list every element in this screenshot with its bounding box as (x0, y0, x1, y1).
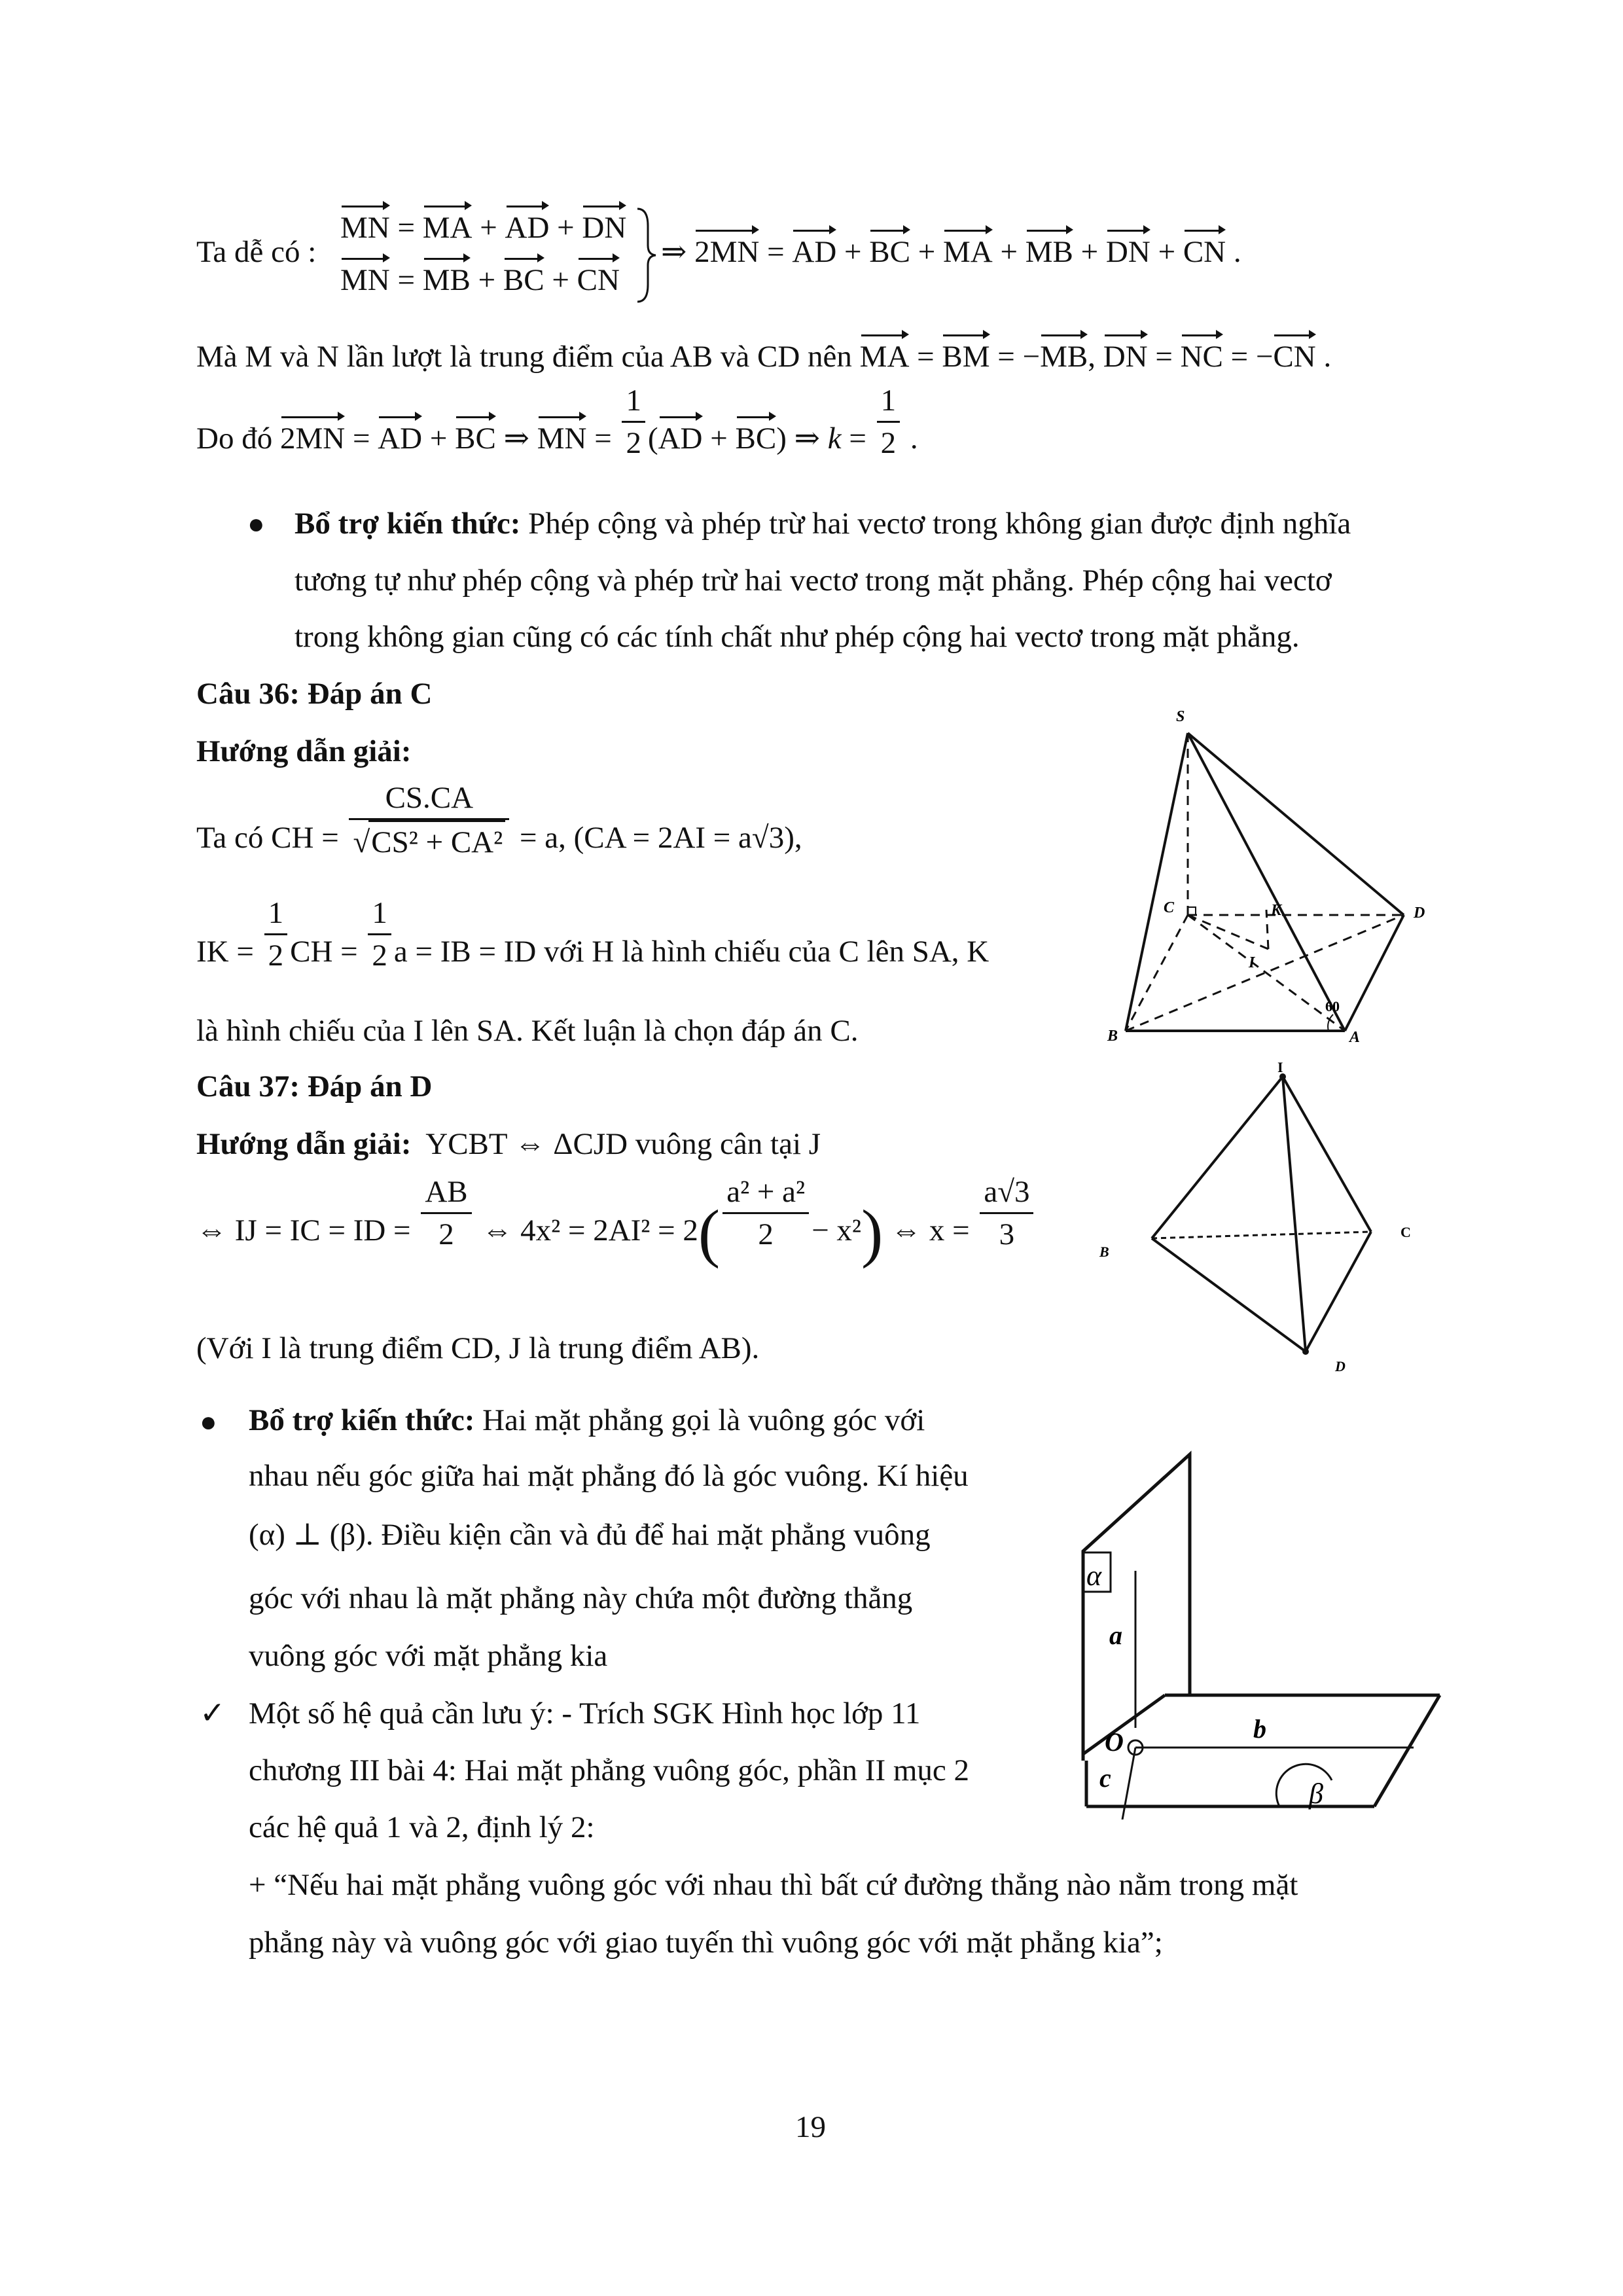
bullet-icon: ● (247, 508, 265, 540)
label-C2: C (1400, 1224, 1411, 1240)
support1-line1: Bổ trợ kiến thức: Phép cộng và phép trừ hai vectơ trong không gian được định nghĩa (294, 507, 1351, 541)
planes-figure (1073, 1440, 1466, 1820)
q37-guide-line: Hướng dẫn giải: YCBT ⇔ ΔCJD vuông cân tại J (196, 1127, 821, 1161)
label-angle: 60 (1325, 998, 1340, 1014)
q36-guide: Hướng dẫn giải: (196, 734, 412, 768)
label-I: I (1249, 954, 1255, 971)
label-c: c (1099, 1763, 1111, 1793)
consequence-line2: chương III bài 4: Hai mặt phẳng vuông góc, phần II mục 2 (249, 1753, 970, 1787)
q36-conclusion: là hình chiếu của I lên SA. Kết luận là chọn đáp án C. (196, 1014, 859, 1048)
support2-line3: (α) ⊥ (β). Điều kiện cần và đủ để hai mặt phẳng vuông (249, 1518, 931, 1552)
tetrahedron-figure (1086, 1060, 1453, 1374)
consequence-line1: Một số hệ quả cần lưu ý: - Trích SGK Hình học lớp 11 (249, 1696, 921, 1731)
label-a: a (1109, 1621, 1122, 1650)
label-O: O (1105, 1727, 1124, 1757)
conclusion-eq: Do đó 2MN = AD + BC ⇒ MN = $\frac{1}{2}$ (AD + BC) ⇒ k = $\frac{1}{2}$ . (196, 419, 918, 463)
label-S: S (1176, 708, 1185, 725)
label-C: C (1164, 899, 1175, 916)
quote-line1: + “Nếu hai mặt phẳng vuông góc với nhau thì bất cứ đường thẳng nào nằm trong mặt (249, 1868, 1298, 1902)
q37-title: Câu 37: Đáp án D (196, 1069, 433, 1103)
label-B: B (1107, 1028, 1118, 1045)
label-I2: I (1277, 1060, 1283, 1075)
eq1-prefix: Ta dễ có : (196, 235, 317, 269)
q36-ik: IK = $\frac{1}{2}$ CH = $\frac{1}{2}$ a = IB = ID với H là hình chiếu của C lên SA, K (196, 932, 989, 976)
label-B2: B (1099, 1244, 1109, 1260)
q36-eq: Ta có CH = $\frac{CS.CA}{\text{√CS² + CA²}}$ = a, (CA = 2AI = a√3), (196, 818, 802, 863)
quote-line2: phẳng này và vuông góc với giao tuyến thì vuông góc với mặt phẳng kia”; (249, 1926, 1163, 1960)
label-D2: D (1335, 1358, 1346, 1374)
check-icon: ✓ (200, 1696, 226, 1731)
label-b: b (1253, 1714, 1266, 1744)
label-D: D (1414, 905, 1425, 922)
support1-line3: trong không gian cũng có các tính chất như phép cộng hai vectơ trong mặt phẳng. (294, 620, 1300, 654)
label-K: K (1271, 902, 1282, 919)
consequence-line3: các hệ quả 1 và 2, định lý 2: (249, 1810, 595, 1844)
q36-title: Câu 36: Đáp án C (196, 677, 433, 711)
support2-line1: Bổ trợ kiến thức: Hai mặt phẳng gọi là vuông góc với (249, 1403, 925, 1437)
brace-icon (633, 206, 660, 304)
support2-line2: nhau nếu góc giữa hai mặt phẳng đó là góc vuông. Kí hiệu (249, 1459, 969, 1493)
support2-line4: góc với nhau là mặt phẳng này chứa một đường thẳng (249, 1581, 913, 1615)
midpoint-line: Mà M và N lần lượt là trung điểm của AB và CD nên MA = BM = −MB, DN = NC = −CN . (196, 337, 1331, 376)
label-A: A (1349, 1029, 1361, 1046)
eq1-result: ⇒ 2MN = AD + BC + MA + MB + DN + CN . (661, 232, 1241, 272)
label-alpha: α (1086, 1560, 1102, 1592)
page-number: 19 (795, 2110, 826, 2144)
pyramid-figure (1099, 707, 1440, 1047)
support1-line2: tương tự như phép cộng và phép trừ hai vectơ trong mặt phẳng. Phép cộng hai vectơ (294, 564, 1332, 598)
label-beta: β (1309, 1778, 1323, 1810)
bullet-icon-2: ● (200, 1406, 217, 1438)
q37-eq: ⇔ IJ = IC = ID = $\frac{AB}{2}$ ⇔ 4x² = 2AI² = 2( $\frac{\text{a² + a²}}{2}$ − x²) ⇔ x = $\frac{a√3}{3}$ (196, 1211, 1036, 1255)
eq1-row2: MN = MB + BC + CN (340, 260, 620, 300)
q37-note: (Với I là trung điểm CD, J là trung điểm AB). (196, 1331, 760, 1365)
eq1-row1: MN = MA + AD + DN (340, 208, 626, 247)
support2-line5: vuông góc với mặt phẳng kia (249, 1639, 608, 1673)
